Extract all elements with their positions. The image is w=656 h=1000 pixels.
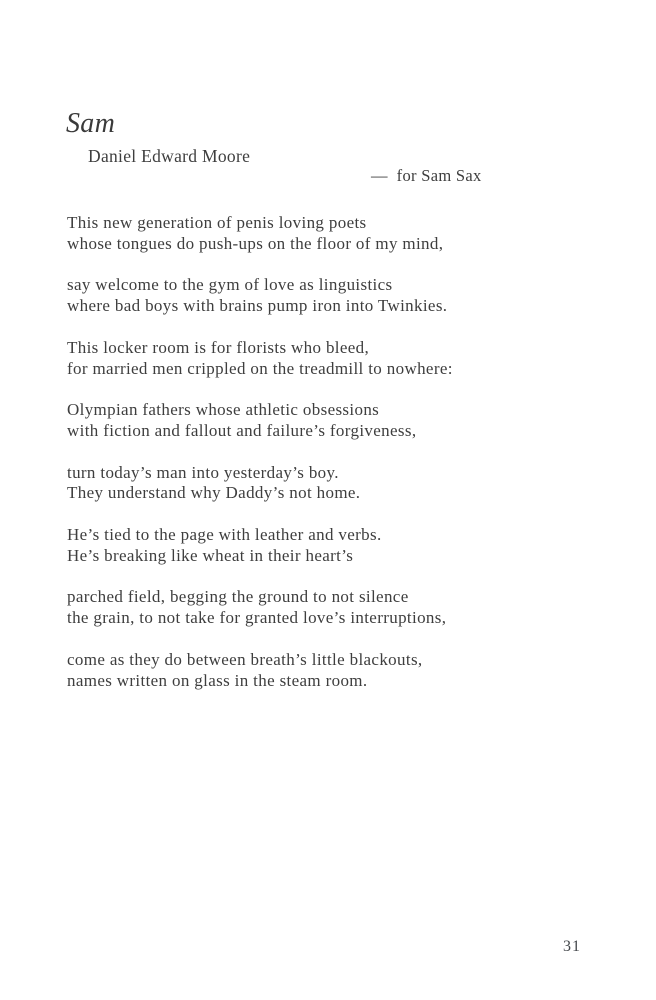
page-number: 31 bbox=[563, 938, 581, 955]
poem-line: come as they do between breath’s little blackouts, bbox=[67, 649, 423, 669]
poem-line: Olympian fathers whose athletic obsessions bbox=[67, 400, 380, 420]
poem-line: whose tongues do push-ups on the floor of my mind, bbox=[67, 233, 444, 253]
stanza-6 bbox=[67, 525, 587, 566]
poem-body bbox=[67, 213, 587, 712]
poem-line: parched field, begging the ground to not silence bbox=[67, 587, 409, 607]
poem-line: This new generation of penis loving poets bbox=[67, 213, 367, 232]
stanza-3 bbox=[67, 338, 587, 379]
poem-author: Daniel Edward Moore bbox=[88, 146, 251, 166]
poem-line: He’s tied to the page with leather and verbs. bbox=[67, 525, 382, 545]
stanza-4 bbox=[67, 400, 587, 441]
poem-dedication: — for Sam Sax bbox=[371, 166, 482, 185]
stanza-7 bbox=[67, 587, 587, 628]
poem-line: They understand why Daddy’s not home. bbox=[67, 483, 361, 503]
poem-line: for married men crippled on the treadmill to nowhere: bbox=[67, 358, 453, 378]
poem-line: names written on glass in the steam room. bbox=[67, 670, 368, 690]
poem-title: Sam bbox=[66, 108, 116, 139]
poem-line: the grain, to not take for granted love’s interruptions, bbox=[67, 608, 447, 628]
poem-line: where bad boys with brains pump iron into Twinkies. bbox=[67, 296, 448, 316]
poem-line: This locker room is for florists who bleed, bbox=[67, 337, 370, 357]
stanza-1 bbox=[67, 213, 587, 254]
stanza-2 bbox=[67, 275, 587, 316]
poem-line: turn today’s man into yesterday’s boy. bbox=[67, 462, 339, 482]
poem-line: with fiction and fallout and failure’s forgiveness, bbox=[67, 420, 417, 440]
stanza-8 bbox=[67, 650, 587, 691]
poem-line: He’s breaking like wheat in their heart’s bbox=[67, 545, 354, 565]
stanza-5 bbox=[67, 463, 587, 504]
poem-line: say welcome to the gym of love as linguistics bbox=[67, 275, 393, 295]
